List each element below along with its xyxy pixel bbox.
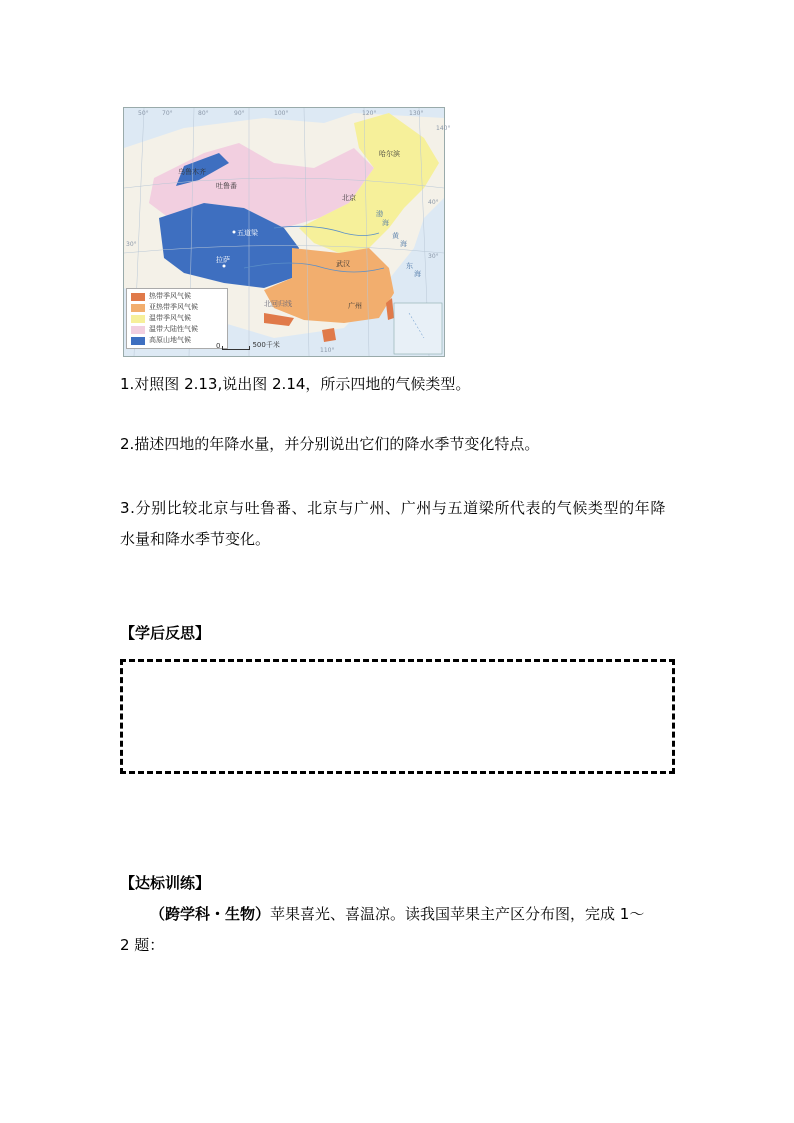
training-text: 苹果喜光、喜温凉。读我国苹果主产区分布图，完成 1～ — [270, 905, 645, 923]
question-2: 2.描述四地的年降水量，并分别说出它们的降水季节变化特点。 — [120, 435, 540, 453]
tick-label: 130° — [409, 110, 424, 117]
tick-label: 50° — [138, 110, 149, 117]
sea-label: 海 — [414, 270, 421, 278]
legend-swatch — [131, 326, 145, 334]
legend-label: 高原山地气候 — [149, 336, 191, 344]
legend-item — [131, 335, 223, 346]
tick-label: 140° — [436, 125, 451, 132]
tick-label: 70° — [162, 110, 173, 117]
sea-label: 海 — [400, 240, 407, 248]
legend-swatch — [131, 337, 145, 345]
city-label-beijing: 北京 — [342, 194, 356, 202]
sea-label: 渤 — [376, 210, 383, 218]
reflection-box[interactable] — [120, 659, 675, 774]
tick-label: 90° — [234, 110, 245, 117]
city-label-turpan: 吐鲁番 — [216, 182, 237, 190]
question-3-line-2: 水量和降水季节变化。 — [120, 530, 271, 548]
map-legend — [126, 288, 228, 349]
scale-bar — [216, 340, 280, 350]
legend-swatch — [131, 304, 145, 312]
sea-label: 海 — [382, 219, 389, 227]
city-label-wudaoliang: 五道梁 — [237, 229, 258, 237]
tick-label: 30° — [428, 253, 439, 260]
city-label-wuhan: 武汉 — [336, 260, 350, 268]
tropic-label: 北回归线 — [264, 300, 292, 308]
scale-zero: 0 — [216, 342, 221, 350]
training-text-line-2: 2 题： — [120, 936, 165, 954]
question-3-line-1: 3.分别比较北京与吐鲁番、北京与广州、广州与五道梁所代表的气候类型的年降 — [120, 499, 666, 517]
training-tag: （跨学科・生物） — [150, 905, 271, 923]
legend-label: 热带季风气候 — [149, 292, 191, 300]
legend-swatch — [131, 315, 145, 323]
tick-label: 40° — [428, 199, 439, 206]
scale-line — [222, 346, 250, 350]
tick-label: 30° — [126, 241, 137, 248]
legend-item — [131, 302, 223, 313]
legend-label: 温带大陆性气候 — [149, 325, 198, 333]
legend-label: 温带季风气候 — [149, 314, 191, 322]
city-label-lhasa: 拉萨 — [216, 256, 230, 264]
city-label-harbin: 哈尔滨 — [379, 150, 400, 158]
tick-label: 110° — [320, 347, 335, 354]
climate-map — [123, 107, 451, 357]
legend-label: 亚热带季风气候 — [149, 303, 198, 311]
reflection-title: 【学后反思】 — [120, 624, 211, 642]
legend-item — [131, 291, 223, 302]
legend-item — [131, 313, 223, 324]
training-text-line-1 — [150, 903, 644, 925]
scale-value: 500千米 — [252, 341, 280, 349]
legend-item — [131, 324, 223, 335]
training-title: 【达标训练】 — [120, 874, 211, 892]
city-label-urumqi: 乌鲁木齐 — [178, 168, 206, 176]
city-label-guangzhou: 广州 — [348, 302, 362, 310]
tick-label: 80° — [198, 110, 209, 117]
south-sea-inset — [394, 303, 442, 354]
sea-label: 黄 — [392, 232, 399, 240]
legend-swatch — [131, 293, 145, 301]
tick-label: 120° — [362, 110, 377, 117]
tick-label: 100° — [274, 110, 289, 117]
question-1: 1.对照图 2.13,说出图 2.14，所示四地的气候类型。 — [120, 375, 471, 393]
sea-label: 东 — [406, 262, 413, 270]
